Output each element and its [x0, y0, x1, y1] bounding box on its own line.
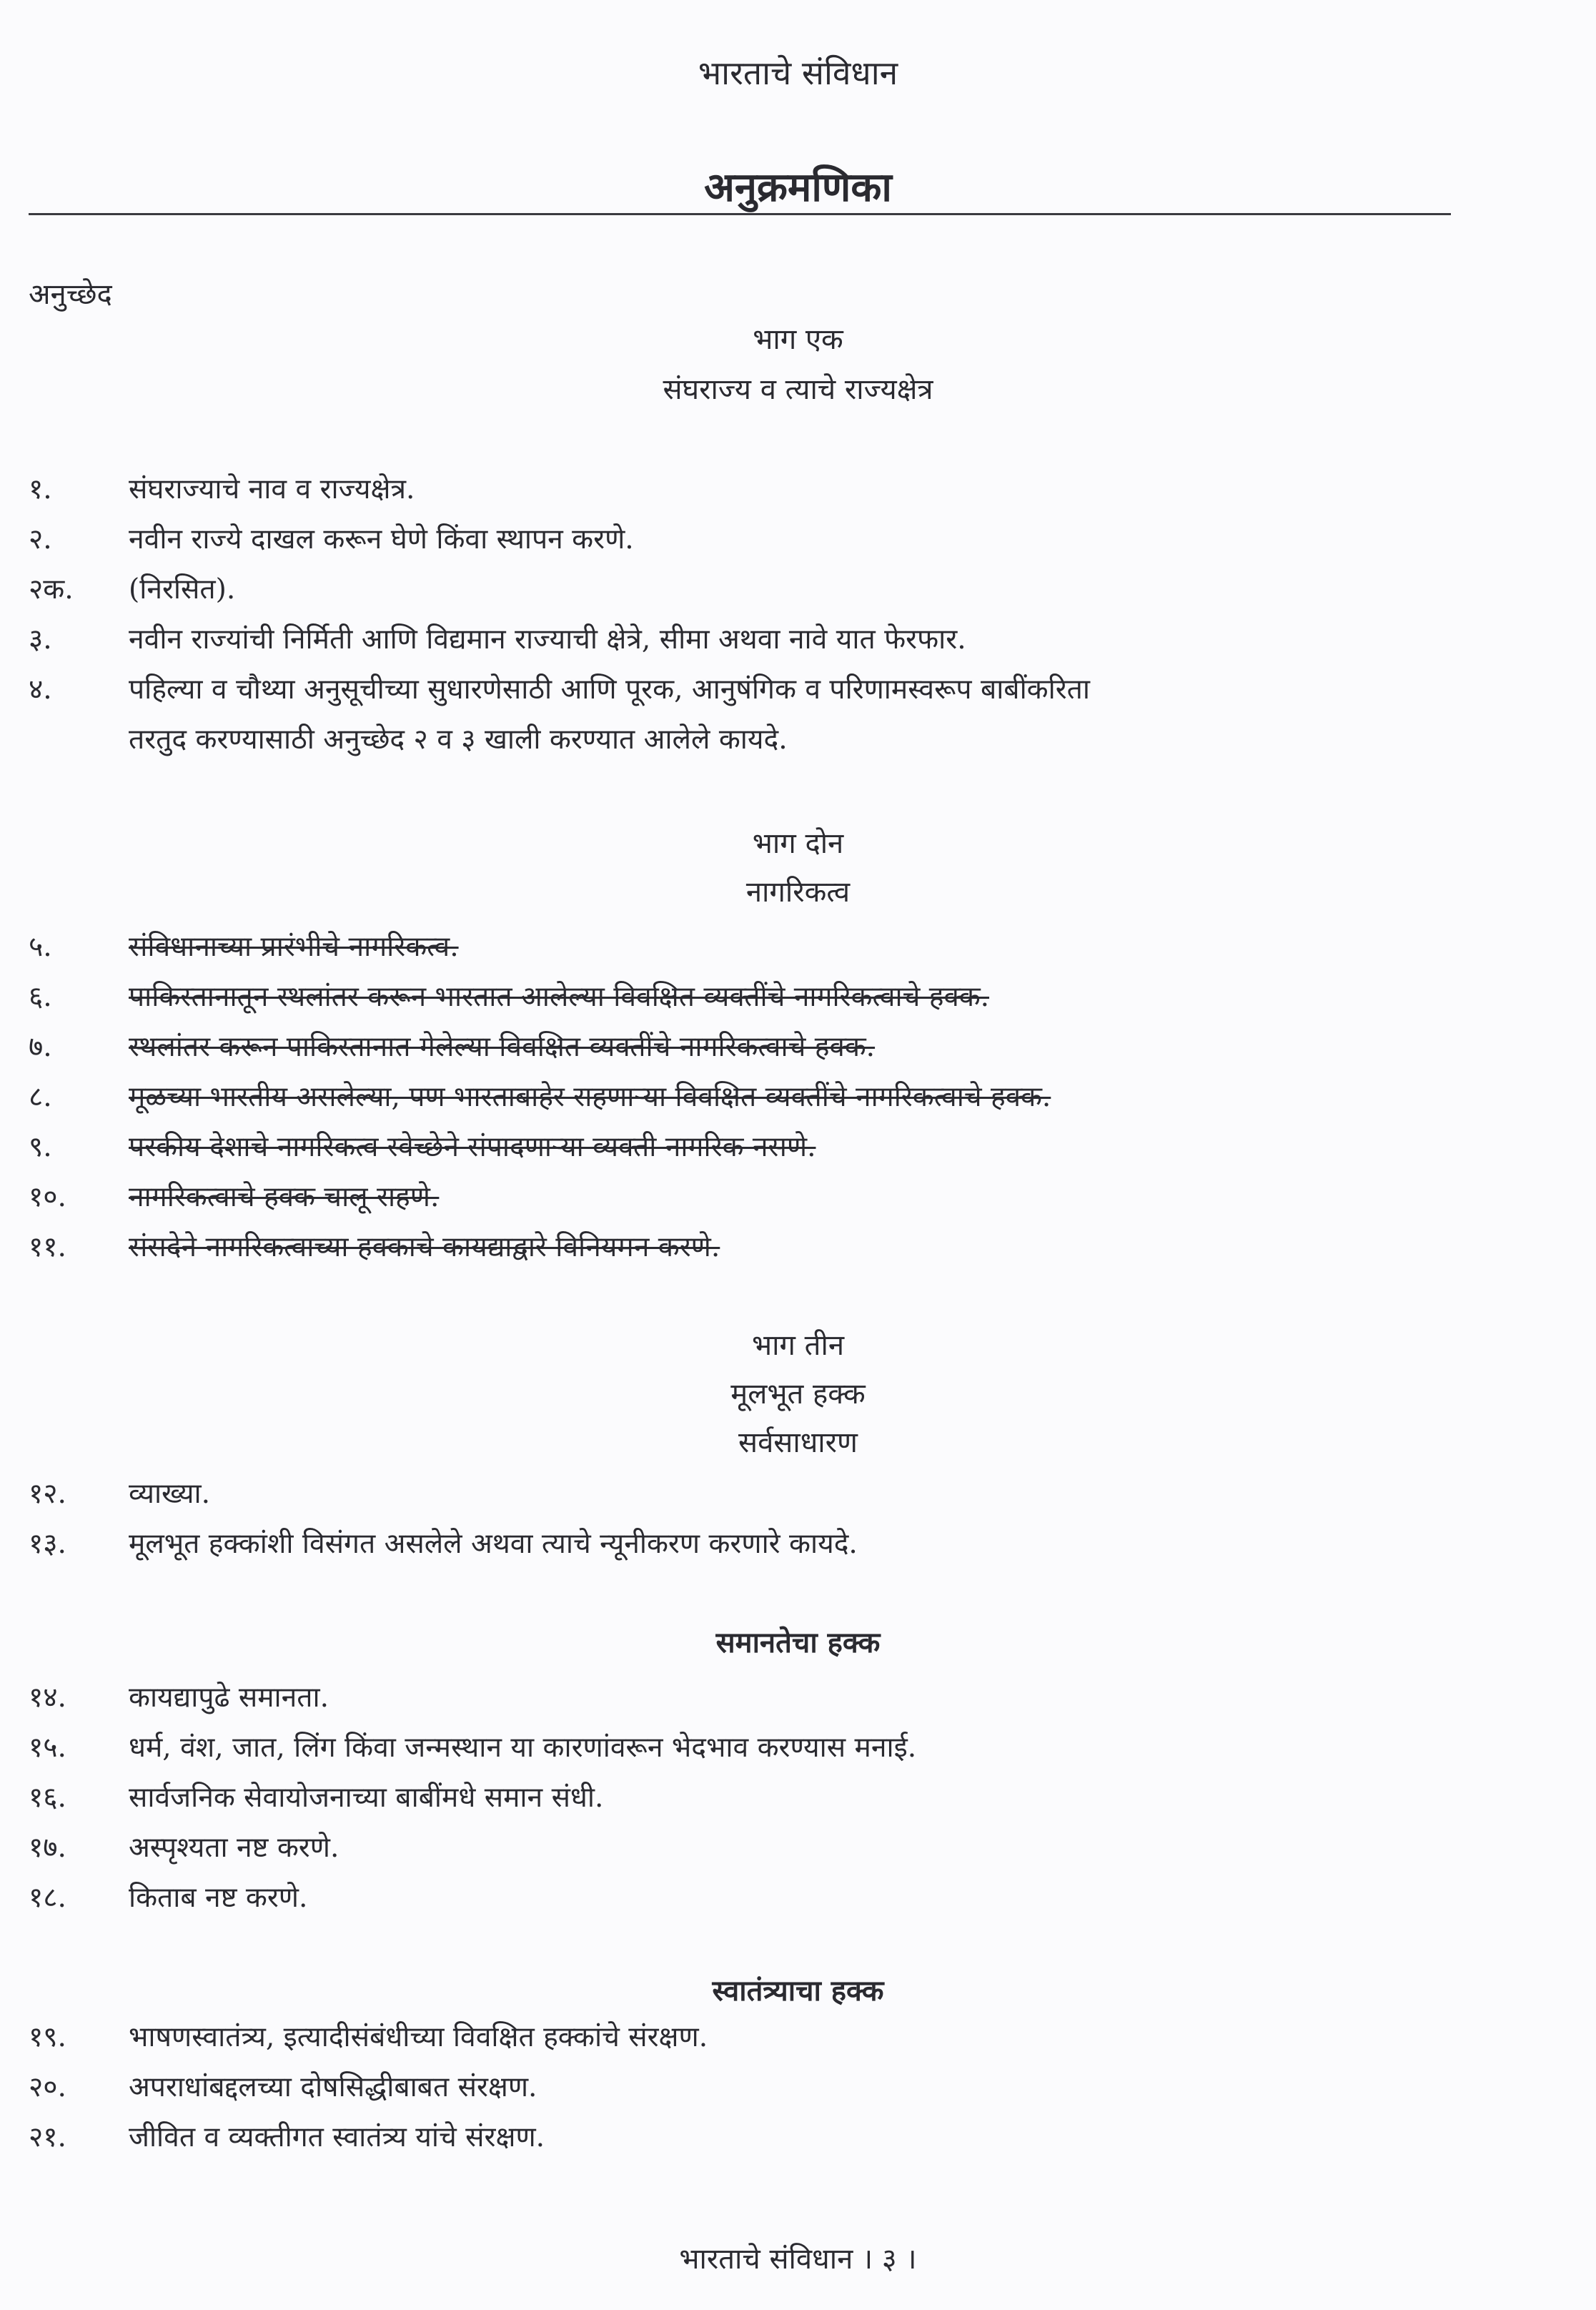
- article-number: १८.: [29, 1882, 66, 1914]
- freedom-heading: स्वातंत्र्याचा हक्क: [712, 1974, 884, 2008]
- index-title: अनुक्रमणिका: [704, 164, 892, 211]
- article-number: ६.: [29, 981, 52, 1013]
- article-title: अपराधांबद्दलच्या दोषसिद्धीबाबत संरक्षण.: [129, 2071, 537, 2103]
- article-number: ७.: [29, 1031, 52, 1063]
- part1-label: भाग एक: [753, 323, 843, 356]
- article-number: ९.: [29, 1131, 52, 1163]
- article-title: मूलभूत हक्कांशी विसंगत असलेले अथवा त्याचे न्यूनीकरण करणारे कायदे.: [129, 1528, 858, 1560]
- article-number: १७.: [29, 1832, 66, 1864]
- article-title: स्थलांतर करून पाकिस्तानात गेलेल्या विवक्षित व्यक्तींचे नागरिकत्वाचे हक्क.: [129, 1031, 876, 1063]
- article-number: २.: [29, 523, 52, 556]
- article-number: ११.: [29, 1231, 66, 1263]
- article-number: ८.: [29, 1081, 52, 1113]
- article-number: १५.: [29, 1732, 66, 1764]
- article-title: नागरिकत्वाचे हक्क चालू राहणे.: [129, 1181, 440, 1213]
- article-number: १९.: [29, 2021, 66, 2053]
- article-title: धर्म, वंश, जात, लिंग किंवा जन्मस्थान या कारणांवरून भेदभाव करण्यास मनाई.: [129, 1732, 917, 1764]
- article-title: अस्पृश्यता नष्ट करणे.: [129, 1832, 339, 1864]
- part2-title: नागरिकत्व: [745, 876, 851, 909]
- article-number: १.: [29, 473, 52, 505]
- article-title: पहिल्या व चौथ्या अनुसूचीच्या सुधारणेसाठी आणि पूरक, आनुषंगिक व परिणामस्वरूप बाबींकरिता: [129, 673, 1091, 706]
- part3-label: भाग तीन: [751, 1329, 845, 1362]
- article-title: भाषणस्वातंत्र्य, इत्यादीसंबंधीच्या विवक्षित हक्कांचे संरक्षण.: [129, 2021, 708, 2053]
- article-title-continued: तरतुद करण्यासाठी अनुच्छेद २ व ३ खाली करण्यात आलेले कायदे.: [129, 724, 788, 756]
- part1-title: संघराज्य व त्याचे राज्यक्षेत्र: [663, 373, 933, 406]
- article-title: पाकिस्तानातून स्थलांतर करून भारतात आलेल्या विवक्षित व्यक्तींचे नागरिकत्वाचे हक्क.: [129, 981, 990, 1013]
- article-number: १६.: [29, 1782, 66, 1814]
- article-number: ५.: [29, 931, 52, 963]
- article-number: २क.: [29, 573, 74, 606]
- article-title: नवीन राज्ये दाखल करून घेणे किंवा स्थापन करणे.: [129, 523, 634, 556]
- page-footer: भारताचे संविधान । ३ ।: [679, 2243, 917, 2276]
- article-number: १०.: [29, 1181, 66, 1213]
- article-number: २१.: [29, 2121, 66, 2153]
- article-title: कायद्यापुढे समानता.: [129, 1682, 329, 1714]
- article-title: जीवित व व्यक्तीगत स्वातंत्र्य यांचे संरक्षण.: [129, 2121, 545, 2153]
- equality-heading: समानतेचा हक्क: [715, 1626, 881, 1659]
- article-title: मूळच्या भारतीय असलेल्या, पण भारताबाहेर राहणाऱ्या विवक्षित व्यक्तींचे नागरिकत्वाचे हक्क.: [129, 1081, 1051, 1113]
- article-title: (निरसित).: [129, 573, 236, 606]
- article-title: सार्वजनिक सेवायोजनाच्या बाबींमधे समान संधी.: [129, 1782, 604, 1814]
- article-title: नवीन राज्यांची निर्मिती आणि विद्यमान राज्याची क्षेत्रे, सीमा अथवा नावे यात फेरफार.: [129, 623, 966, 656]
- article-number: ३.: [29, 623, 52, 656]
- part2-label: भाग दोन: [752, 827, 844, 860]
- article-number: ४.: [29, 673, 52, 706]
- part3-title: मूलभूत हक्क: [730, 1378, 866, 1411]
- book-title: भारताचे संविधान: [698, 54, 898, 92]
- article-title: संघराज्याचे नाव व राज्यक्षेत्र.: [129, 473, 415, 505]
- title-divider: [29, 213, 1451, 215]
- part3-subtitle: सर्वसाधारण: [738, 1426, 858, 1459]
- article-number: १२.: [29, 1478, 66, 1510]
- article-title: व्याख्या.: [129, 1478, 210, 1510]
- article-column-label: अनुच्छेद: [29, 278, 112, 311]
- article-number: १३.: [29, 1528, 66, 1560]
- article-number: १४.: [29, 1682, 66, 1714]
- article-title: किताब नष्ट करणे.: [129, 1882, 308, 1914]
- article-number: २०.: [29, 2071, 66, 2103]
- article-title: संविधानाच्या प्रारंभीचे नागरिकत्व.: [129, 931, 459, 963]
- article-title: परकीय देशाचे नागरिकत्व स्वेच्छेने संपादणाऱ्या व्यक्ती नागरिक नसणे.: [129, 1131, 816, 1163]
- article-title: संसदेने नागरिकत्वाच्या हक्काचे कायद्याद्वारे विनियमन करणे.: [129, 1231, 720, 1263]
